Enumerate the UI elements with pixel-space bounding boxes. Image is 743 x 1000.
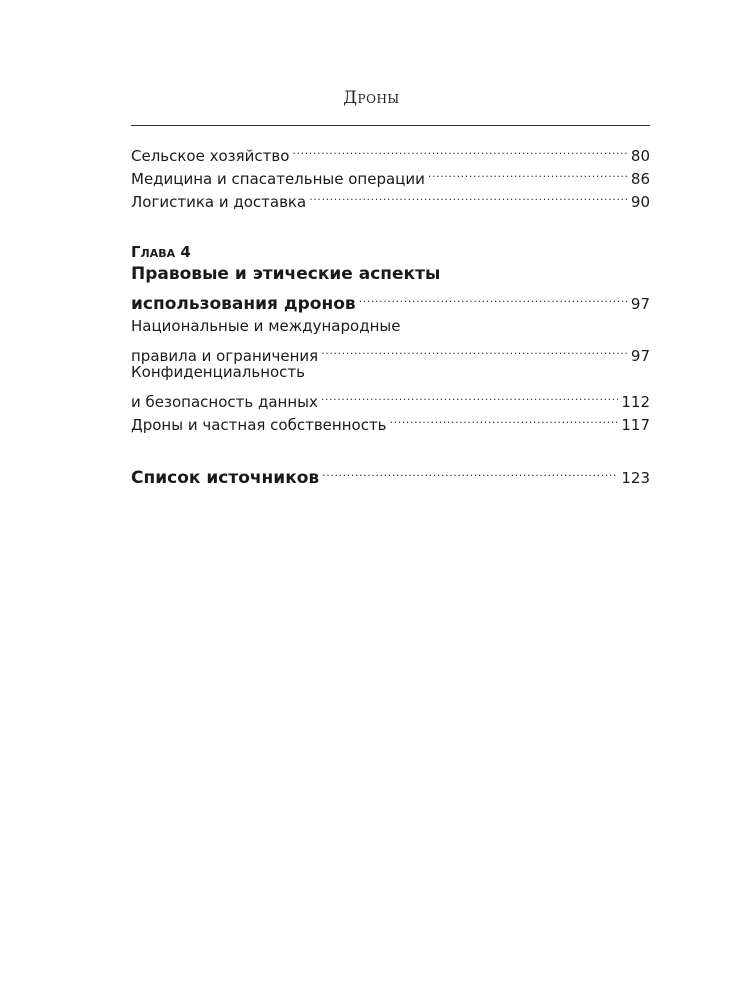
toc-entry-regulations[interactable]	[131, 338, 650, 365]
toc-entry-title: и безопасность данных	[131, 393, 318, 411]
dot-leader	[292, 138, 627, 161]
dot-leader	[322, 460, 618, 483]
dot-leader	[309, 184, 628, 207]
toc-entry-agriculture[interactable]	[131, 138, 650, 165]
toc-entry-title: Логистика и доставка	[131, 193, 307, 211]
toc-entry-title: Дроны и частная собственность	[131, 416, 387, 434]
toc-entry-title: Медицина и спасательные операции	[131, 170, 425, 188]
dot-leader	[321, 384, 618, 407]
references-page: 123	[621, 469, 650, 487]
dot-leader	[428, 161, 628, 184]
header-rule	[131, 125, 650, 126]
toc-chapter-4[interactable]	[131, 286, 650, 314]
toc-entry-title: Сельское хозяйство	[131, 147, 290, 165]
toc-entry-page: 86	[630, 170, 650, 188]
dot-leader	[359, 286, 628, 309]
chapter-title-line2: использования дронов	[131, 294, 356, 314]
toc-entry-page: 112	[621, 393, 650, 411]
toc-entry-title: правила и ограничения	[131, 347, 319, 365]
toc-entry-page: 117	[621, 416, 650, 434]
toc-entry-privacy[interactable]	[131, 384, 650, 411]
toc-entry-privacy-line1: Конфиденциальность	[131, 363, 306, 381]
toc-entry-page: 97	[630, 347, 650, 365]
running-head-title: Дроны	[343, 88, 400, 108]
toc-entry-page: 90	[630, 193, 650, 211]
references-title: Список источников	[131, 468, 320, 488]
chapter-label: Глава 4	[131, 243, 191, 261]
toc-references[interactable]	[131, 460, 650, 488]
chapter-page: 97	[630, 295, 650, 313]
dot-leader	[390, 407, 619, 430]
toc-entry-regulations-line1: Национальные и международные	[131, 317, 401, 335]
chapter-title-line1: Правовые и этические аспекты	[131, 264, 441, 284]
dot-leader	[321, 338, 628, 361]
toc-entry-page: 80	[630, 147, 650, 165]
table-of-contents	[131, 138, 650, 488]
